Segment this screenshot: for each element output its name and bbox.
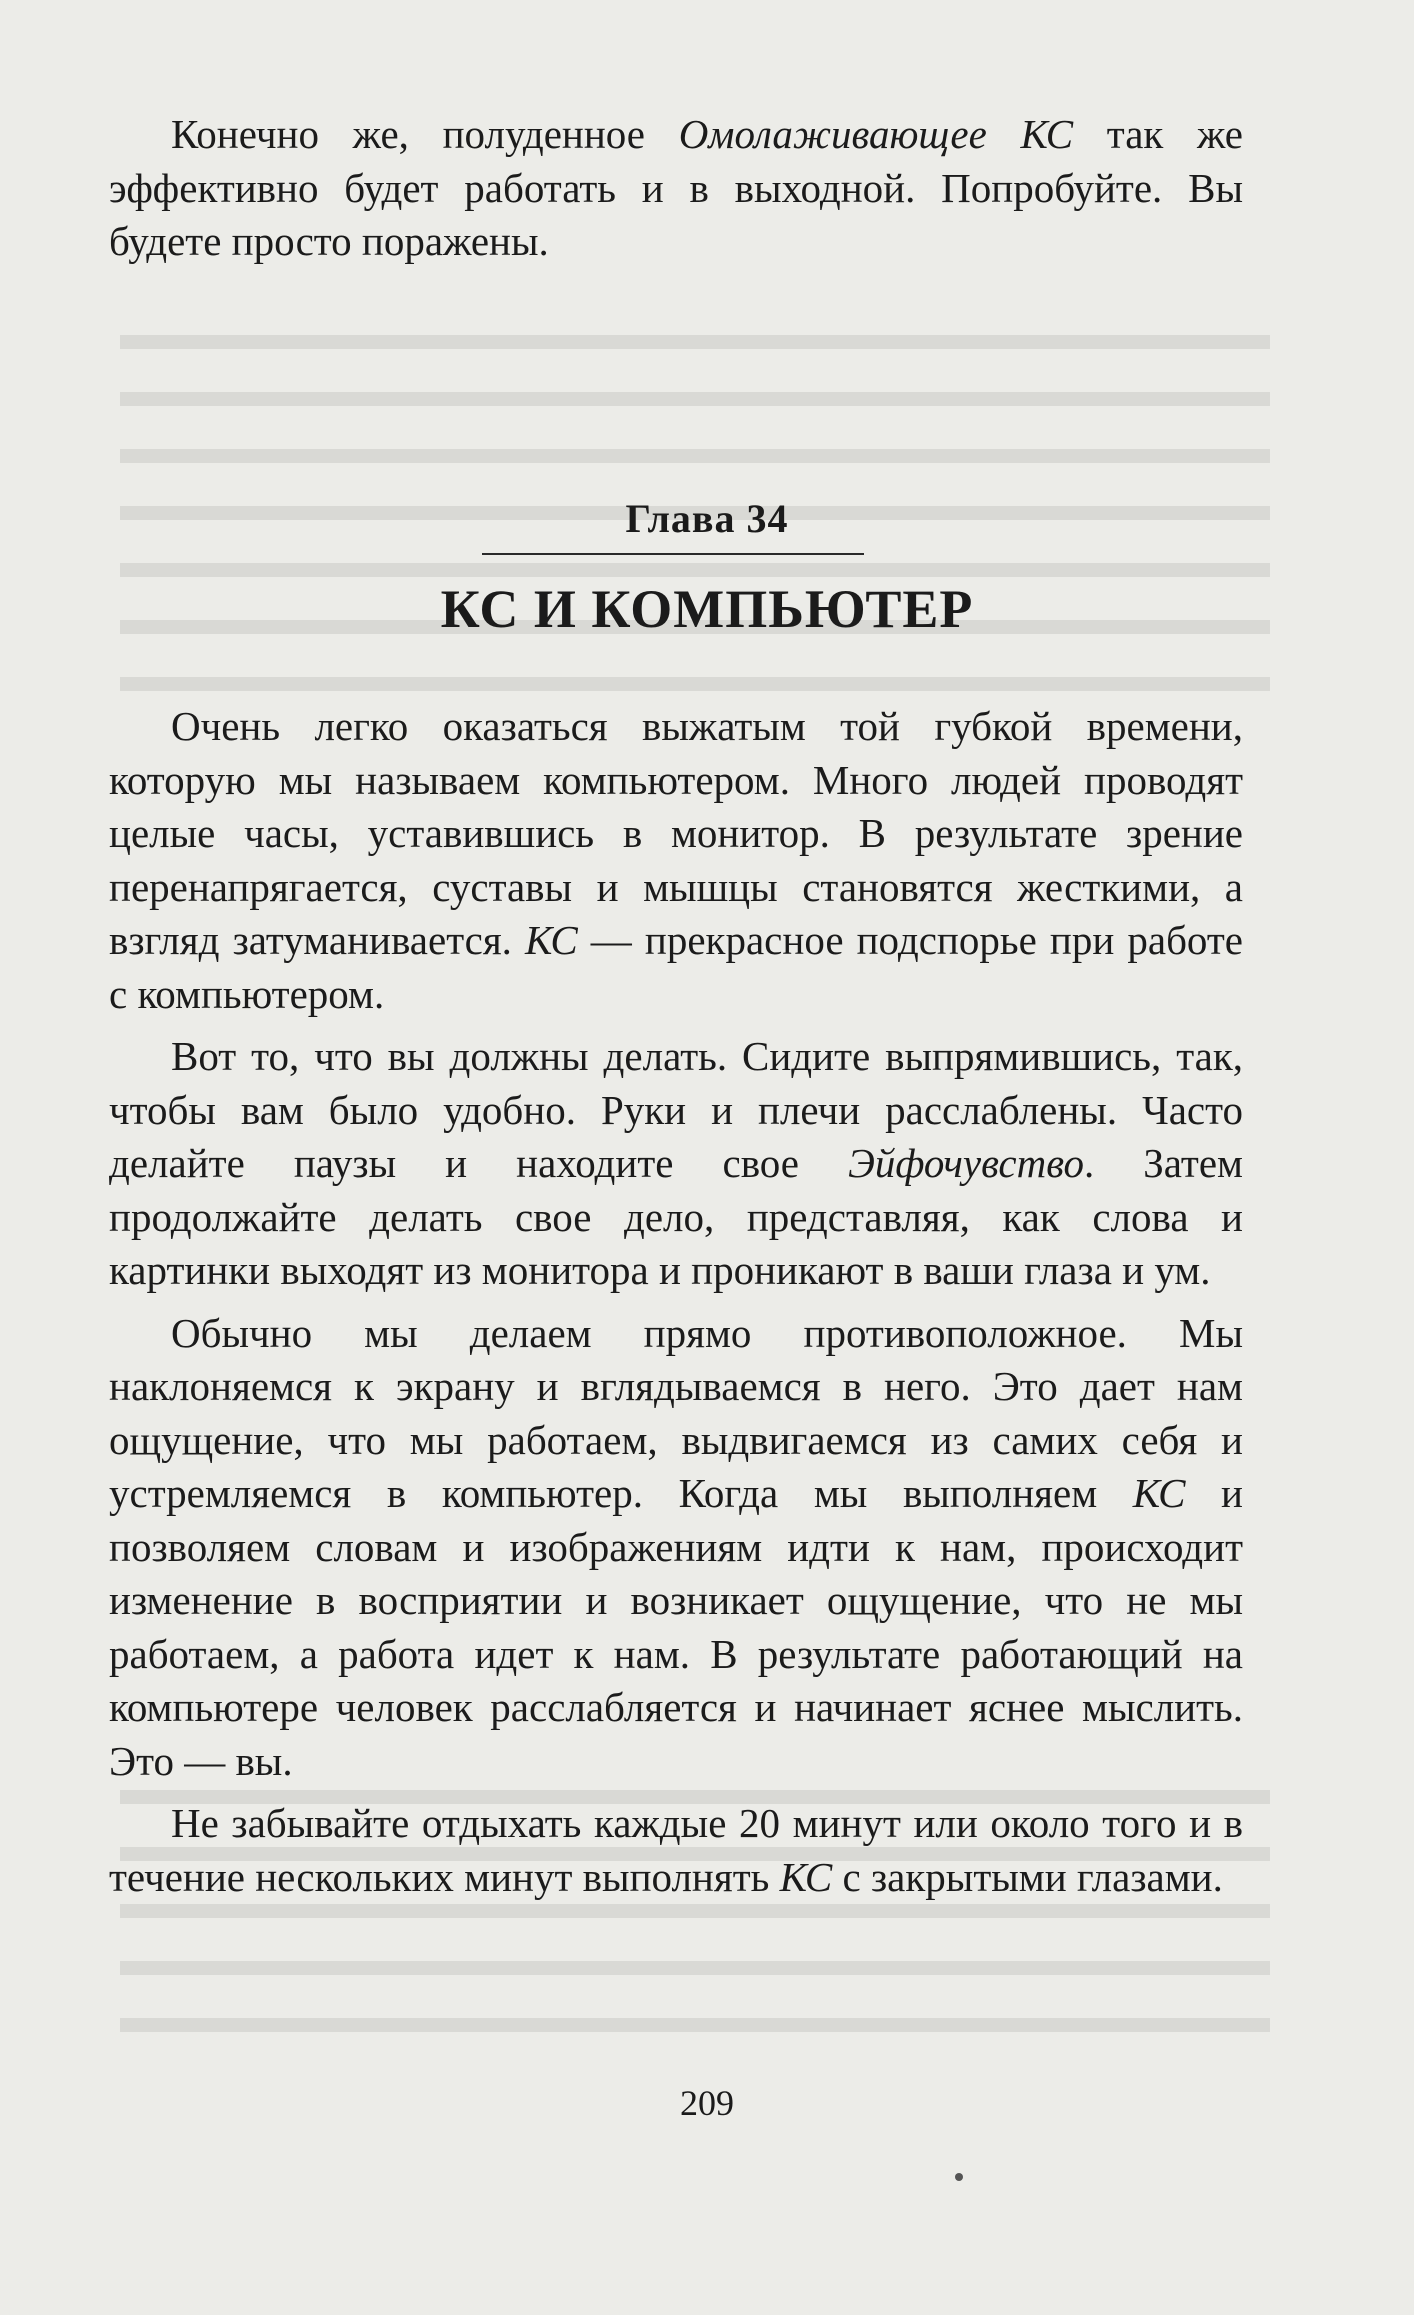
chapter-title: КС И КОМПЬЮТЕР bbox=[440, 579, 974, 639]
body-paragraph bbox=[109, 1030, 1243, 1298]
page-number: 209 bbox=[680, 2083, 734, 2123]
body-paragraph bbox=[109, 700, 1243, 1021]
text-run: с закрытыми глазами. bbox=[832, 1853, 1223, 1900]
text-run: Вот то, что вы должны делать. Сидите выпрямившись, так, чтобы вам было удобно. Руки и плечи расслаблены. Часто делайте паузы и находите свое bbox=[109, 1033, 1243, 1186]
text-run: — прекрасное подспорье при работе с компьютером. bbox=[109, 917, 1244, 1017]
italic-term: КС bbox=[1132, 1470, 1186, 1516]
chapter-body bbox=[109, 700, 1243, 1904]
text-run: Конечно же, полуденное bbox=[171, 111, 679, 157]
italic-term: Эйфочувство bbox=[848, 1140, 1084, 1186]
chapter-number: Глава 34 bbox=[625, 496, 789, 541]
text-run: Очень легко оказаться выжатым той губкой времени, которую мы называем компьютером. Много людей проводят целые часы, уставившись в монитор. В результате зрение перенапрягается, суставы и мышцы становятся жесткими, а взгляд затуманивается. bbox=[109, 703, 1243, 963]
italic-term: Омолаживающее КС bbox=[678, 111, 1074, 157]
text-run: Обычно мы делаем прямо противоположное. Мы наклоняемся к экрану и вглядываемся в него. Это дает нам ощущение, что мы работаем, выдвигаемся из самих себя и устремляемся в компьютер. Когда мы выполняем bbox=[109, 1309, 1243, 1516]
intro-paragraph bbox=[109, 108, 1243, 269]
italic-term: КС bbox=[779, 1853, 833, 1900]
body-paragraph bbox=[109, 1307, 1243, 1789]
text-run: так же эффективно будет работать и в выходной. Попробуйте. Вы будете просто поражены. bbox=[109, 111, 1243, 264]
text-run: и позволяем словам и изображениям идти к нам, происходит изменение в восприятии и возникает ощущение, что не мы работаем, а работа идет к нам. В результате работающий на компьютере человек расслабляется и начинает яснее мыслить. Это — вы. bbox=[109, 1470, 1243, 1784]
italic-term: КС bbox=[525, 917, 578, 963]
paper-speck bbox=[955, 2173, 963, 2181]
chapter-divider bbox=[482, 553, 864, 555]
intro-text-block bbox=[109, 108, 1243, 269]
body-paragraph bbox=[109, 1797, 1243, 1904]
text-run: Не забывайте отдыхать каждые 20 минут или около того и в течение нескольких минут выполнять bbox=[109, 1800, 1243, 1900]
text-run: . Затем продолжайте делать свое дело, представляя, как слова и картинки выходят из монитора и проникают в ваши глаза и ум. bbox=[109, 1140, 1243, 1293]
